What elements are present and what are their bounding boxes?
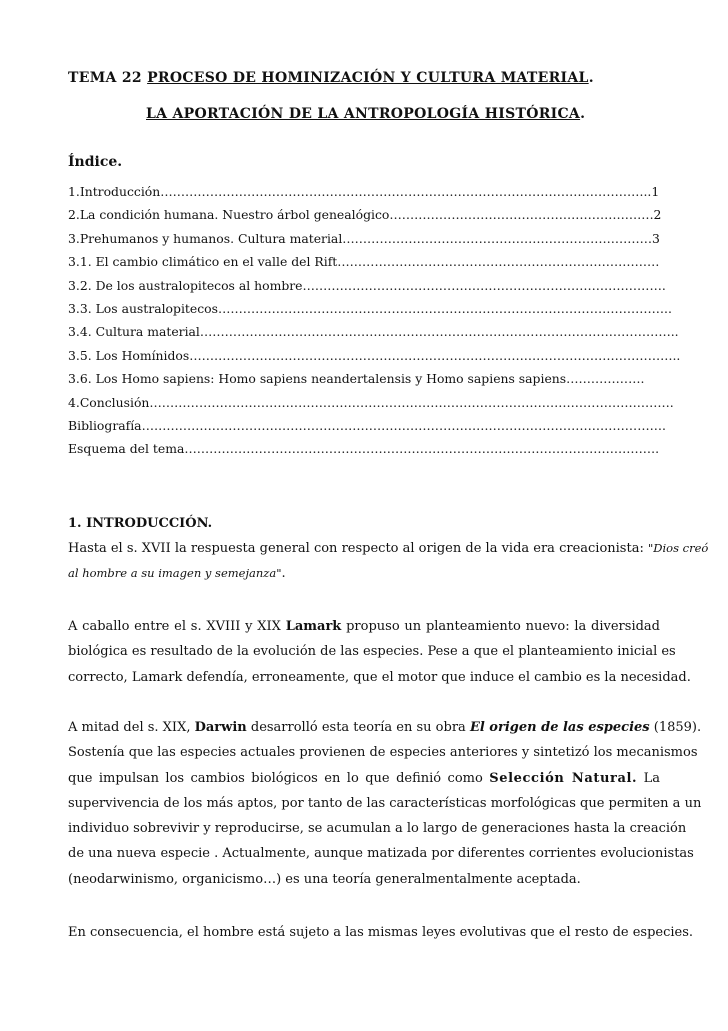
toc-item: 3.5. Los Homínidos……………………………………………………………………………………………………….. — [68, 347, 681, 363]
paragraph-line: En consecuencia, el hombre está sujeto a las mismas leyes evolutivas que el resto de especies. — [68, 925, 694, 940]
title-line-1 — [68, 70, 594, 86]
toc-item: Bibliografía………………………………………………………………………………………………………………. — [68, 417, 666, 433]
toc-item: 3.6. Los Homo sapiens: Homo sapiens neandertalensis y Homo sapiens sapiens………………. — [68, 371, 645, 387]
toc-item: 1.Introducción………………………………………………………………………………………………………..1 — [68, 184, 660, 199]
paragraph-line — [68, 561, 660, 586]
paragraph-line — [68, 766, 660, 791]
paragraph-line: Sostenía que las especies actuales provienen de especies anteriores y sintetizó los mecanismos — [68, 745, 698, 761]
paragraph-line: biológica es resultado de la evolución de las especies. Pese a que el planteamiento inicial es — [68, 644, 676, 660]
paragraph-line: correcto, Lamark defendía, erroneamente, que el motor que induce el cambio es la necesidad. — [68, 669, 691, 685]
paragraph-creationism — [68, 536, 709, 587]
text-run: propuso un planteamiento nuevo: la diversidad — [341, 619, 660, 634]
section-heading-introduction: 1. INTRODUCCIÓN. — [68, 516, 213, 531]
title-line-2 — [146, 106, 585, 122]
table-of-contents — [68, 180, 680, 461]
toc-item: 3.1. El cambio climático en el valle del Rift…………………………………………………………………… — [68, 254, 660, 270]
text-run: A caballo entre el s. XVIII y XIX — [68, 619, 286, 634]
toc-item: 3.2. De los australopitecos al hombre……………………………………………………………………………. — [68, 277, 666, 293]
paragraph-line: individuo sobrevivir y reproducirse, se acumulan a lo largo de generaciones hasta la creación — [68, 821, 687, 837]
quote-run: al hombre a su imagen y semejanza" — [68, 566, 282, 581]
paragraph-consequence — [68, 920, 694, 945]
title-prefix: TEMA 22 — [68, 70, 148, 86]
quote-run: "Dios creó — [647, 541, 709, 555]
toc-item: 4.Conclusión………………………………………………………………………………………………………………. — [68, 394, 674, 410]
author-name: Lamark — [285, 619, 342, 634]
text-run: . — [281, 566, 286, 582]
toc-item: 3.3. Los australopitecos……………………………………………………………………………………………….. — [68, 300, 672, 316]
text-run: que impulsan los cambios biológicos en lo que definió como — [68, 770, 490, 786]
toc-item: 3.Prehumanos y humanos. Cultura material…………………………………………………………………3 — [68, 230, 660, 246]
paragraph-line: de una nueva especie . Actualmente, aunque matizada por diferentes corrientes evolucionistas — [68, 846, 694, 862]
title-suffix: . — [588, 70, 594, 86]
text-run: Hasta el s. XVII la respuesta general con respecto al origen de la vida era creacionista: — [68, 541, 648, 556]
subtitle-topic: LA APORTACIÓN DE LA ANTROPOLOGÍA HISTÓRICA — [146, 106, 581, 122]
author-name: Darwin — [194, 720, 247, 735]
book-title: El origen de las especies — [469, 720, 650, 735]
index-heading: Índice. — [68, 154, 123, 170]
text-run: A mitad del s. XIX, — [68, 720, 195, 735]
key-term: Selección Natural. — [489, 770, 638, 786]
paragraph-line — [68, 614, 660, 639]
paragraph-line: (neodarwinismo, organicismo…) es una teoría generalmentalmente aceptada. — [68, 871, 581, 887]
toc-item: 3.4. Cultura material…………………………………………………………………………………………………….. — [68, 324, 679, 340]
text-run: La — [637, 770, 661, 786]
toc-item: 2.La condición humana. Nuestro árbol genealógico……………………………………………………….2 — [68, 207, 662, 223]
toc-item: Esquema del tema……………………………………………………………………………………………………. — [68, 441, 660, 457]
title-topic: PROCESO DE HOMINIZACIÓN Y CULTURA MATERIAL — [147, 70, 589, 86]
paragraph-lamark — [68, 614, 691, 690]
subtitle-suffix: . — [580, 106, 586, 122]
paragraph-darwin — [68, 715, 702, 892]
paragraph-line — [68, 536, 709, 561]
text-run: desarrolló esta teoría en su obra — [246, 720, 470, 735]
paragraph-line: supervivencia de los más aptos, por tanto de las características morfológicas que permiten a un — [68, 795, 702, 811]
text-run: (1859). — [649, 720, 702, 735]
paragraph-line — [68, 715, 702, 740]
